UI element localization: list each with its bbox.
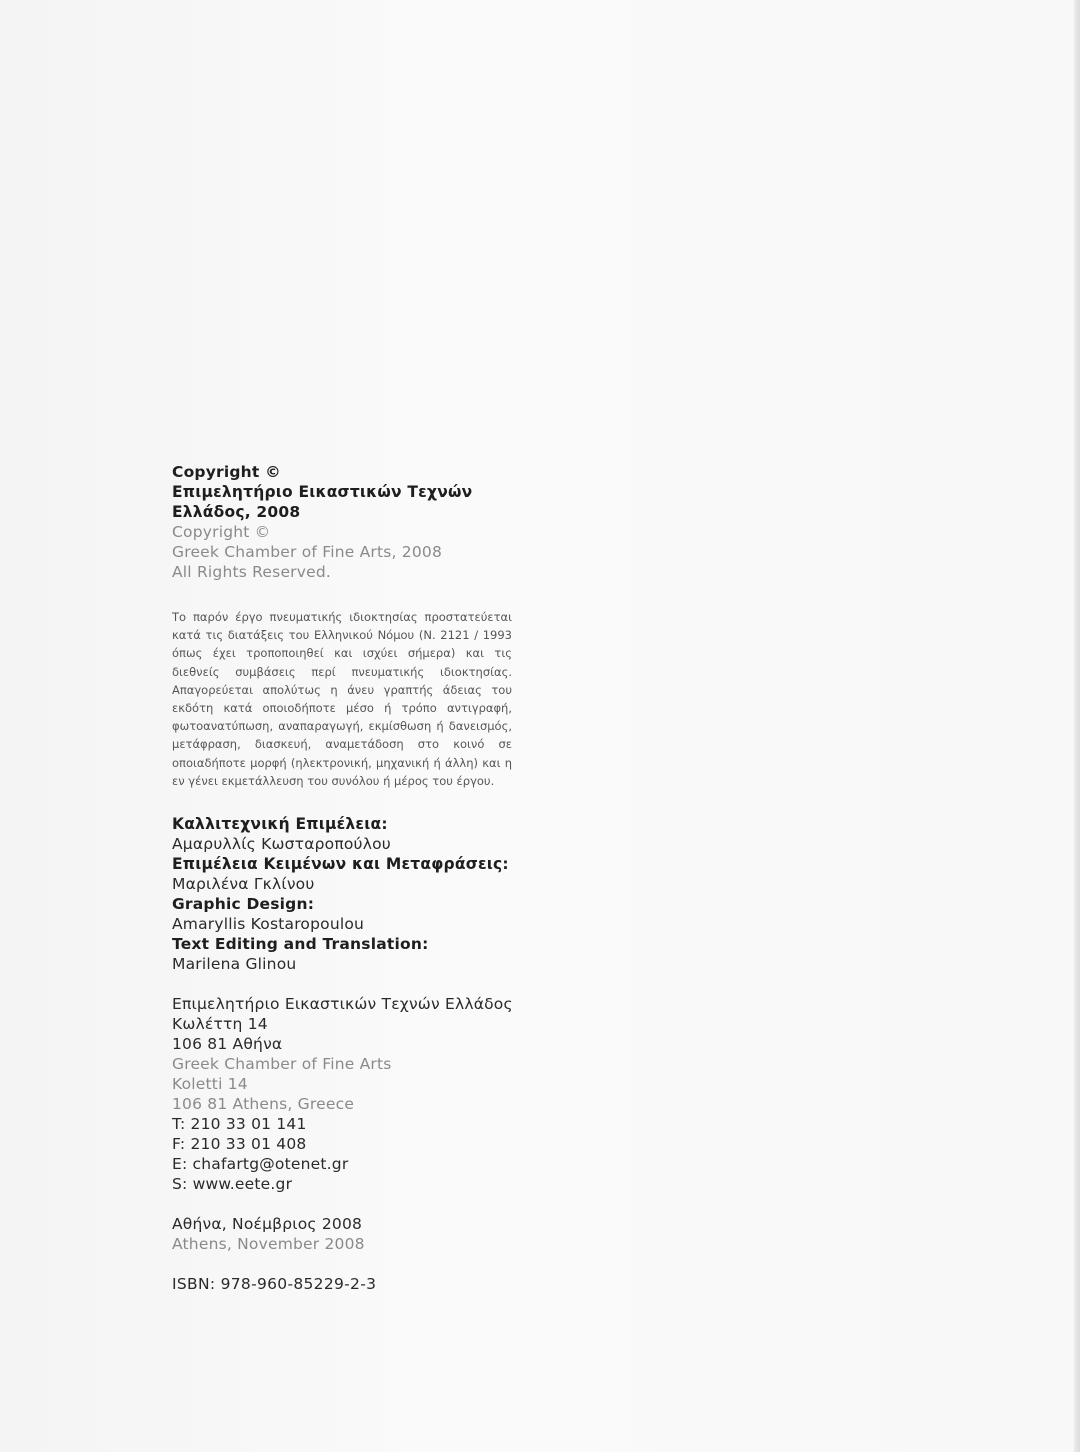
date-en: Athens, November 2008: [172, 1235, 365, 1254]
text-editing-label: Text Editing and Translation:: [172, 935, 429, 954]
legal-notice: Το παρόν έργο πνευματικής ιδιοκτησίας προστατεύεται κατά τις διατάξεις του Ελληνικού Νόμου (Ν. 2121 / 1993 όπως έχει τροποποιηθεί και ισχύει σήμερα) και τις διεθνείς συμβάσεις περί πνευματικής ιδιοκτησίας. Απαγορεύεται απολύτως η άνευ γραπτής άδειας του εκδότη κατά οποιοδήποτε μέσο ή τρόπο αντιγραφή, φωτοανατύπωση, αναπαραγωγή, εκμίσθωση ή δανεισμός, μετάφραση, διασκευή, αναμετάδοση στο κοινό σε οποιαδήποτε μορφή (ηλεκτρονική, μηχανική ή άλλη) και η εν γένει εκμετάλλευση του συνόλου ή μέρος του έργου.: [172, 610, 512, 788]
address-block: [172, 994, 532, 1194]
copyright-gr-line2: Επιμελητήριο Εικαστικών Τεχνών: [172, 483, 473, 501]
city-en: 106 81 Athens, Greece: [172, 1095, 355, 1114]
copyright-en-line1: Copyright ©: [172, 523, 271, 541]
graphic-design-name: Amaryllis Kostaropoulou: [172, 915, 365, 934]
copyright-gr-line3: Ελλάδος, 2008: [172, 503, 301, 521]
editing-name-gr: Μαριλένα Γκλίνου: [172, 875, 315, 894]
street-en: Koletti 14: [172, 1075, 248, 1094]
date-gr: Αθήνα, Νοέμβριος 2008: [172, 1215, 363, 1234]
date-block: [172, 1214, 532, 1254]
copyright-block: [172, 462, 532, 582]
credits-block: [172, 814, 532, 974]
phone-number: T: 210 33 01 141: [172, 1115, 307, 1134]
street-gr: Κωλέττη 14: [172, 1015, 268, 1034]
copyright-en-line3: All Rights Reserved.: [172, 563, 332, 581]
org-name-gr: Επιμελητήριο Εικαστικών Τεχνών Ελλάδος: [172, 995, 513, 1014]
colophon: [172, 462, 532, 1294]
editing-label-gr: Επιμέλεια Κειμένων και Μεταφράσεις:: [172, 855, 509, 874]
text-editing-name: Marilena Glinou: [172, 955, 297, 974]
graphic-design-label: Graphic Design:: [172, 895, 315, 914]
copyright-en-line2: Greek Chamber of Fine Arts, 2008: [172, 543, 443, 561]
art-direction-label-gr: Καλλιτεχνική Επιμέλεια:: [172, 815, 388, 834]
copyright-gr-line1: Copyright ©: [172, 463, 281, 481]
art-direction-name-gr: Αμαρυλλίς Κωσταροπούλου: [172, 835, 391, 854]
org-name-en: Greek Chamber of Fine Arts: [172, 1055, 392, 1074]
website: S: www.eete.gr: [172, 1175, 293, 1194]
isbn: ISBN: 978-960-85229-2-3: [172, 1275, 377, 1294]
fax-number: F: 210 33 01 408: [172, 1135, 307, 1154]
page-edge: [1074, 0, 1080, 1452]
city-gr: 106 81 Αθήνα: [172, 1035, 283, 1054]
email-address: E: chafartg@otenet.gr: [172, 1155, 349, 1174]
